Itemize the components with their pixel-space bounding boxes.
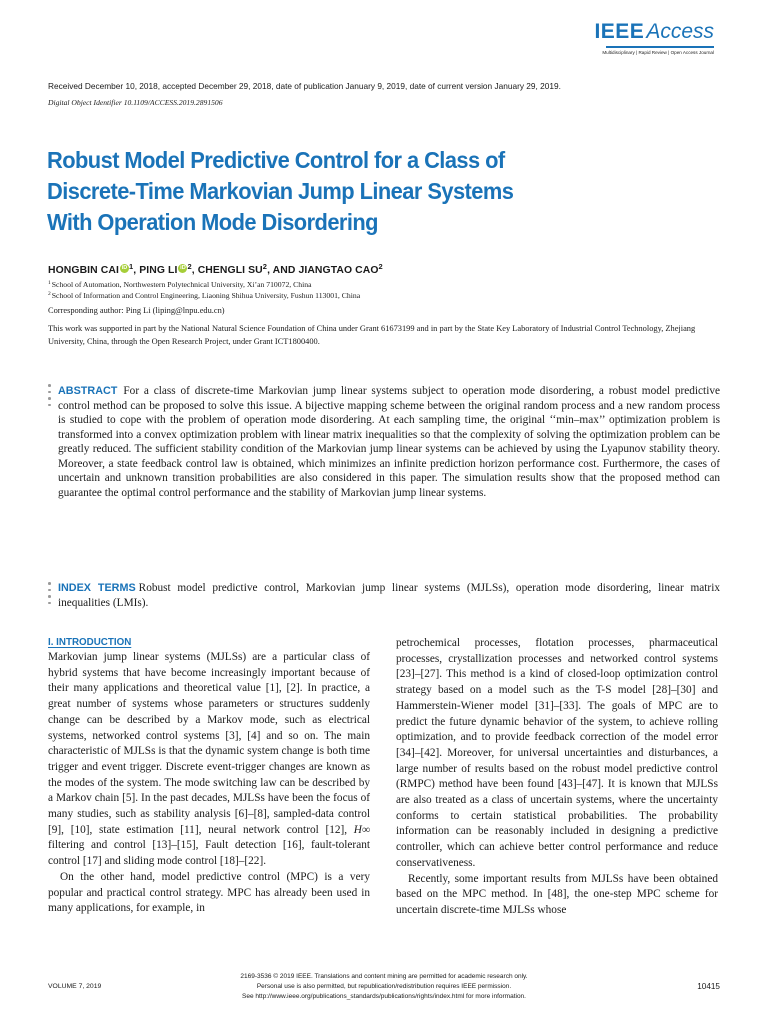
orcid-icon[interactable]: iD xyxy=(121,265,128,271)
affiliation-2 xyxy=(48,291,360,300)
logo-wordmark xyxy=(594,20,714,44)
abstract-text: For a class of discrete-time Markovian jump linear systems subject to operation mode disordering, a robust model predictive control method can be proposed to solve this issue. A bijective mapping scheme between the original random process and a new random process is studied to cope with the problem of operation mode disordering. At each sampling time, the original ‘‘min–max’’ optimization problem is transformed into a convex optimization problem with linear matrix inequalities so that the complexity of solving the optimization problem can be greatly reduced. The sufficient stability condition of the Markovian jump linear systems can be achieved by using the Lyapunov stability theory. Moreover, a state feedback control law is obtained, which minimizes an infinite prediction horizon performance cost. Furthermore, the cases of uncertain and unknown transition probabilities are also considered in this paper. The simulation results show that the proposed method can guarantee the optimal control performance and the stability of Markovian jump linear systems. xyxy=(58,385,720,499)
logo-ieee: IEEE xyxy=(594,20,645,43)
doi[interactable]: Digital Object Identifier 10.1109/ACCESS.2019.2891506 xyxy=(48,98,223,107)
author-cai-affiliation: 1 xyxy=(128,262,134,271)
author-li: , PING LI xyxy=(133,265,178,276)
intro-paragraph-3: petrochemical processes, flotation processes, pharmaceutical processes, crystallization processes and networked control systems [23]–[27]. This method is a kind of closed-loop optimization control strategy based on a model such as the T-S model [28]–[30] and Hammerstein-Wiener model [31]–[33]. The goals of MPC are to predict the future dynamic behavior of the system, to achieve rolling optimization, and to provide feedback correction of the model error [34]–[42]. Moreover, for universal uncertainties and disturbances, a large number of results based on the robust model predictive control (RMPC) method have been found [43]–[47]. It is known that MJLSs are also treated as a class of uncertain systems, where the uncertainty conforms to certain statistical probabilities. The probability information can be reasonably included in designing a predictive controller, which can achieve better control performance and reduce conservativeness. xyxy=(396,637,718,869)
intro-paragraph-4: Recently, some important results from MJLSs have been obtained based on the MPC method. In [48], the one-step MPC scheme for uncertain discrete-time MJLSs whose xyxy=(396,872,718,916)
title-line-2: Discrete-Time Markovian Jump Linear Systems xyxy=(47,178,514,204)
author-cao: , AND JIANGTAO CAO xyxy=(267,265,379,276)
corresponding-author: Corresponding author: Ping Li (liping@lnpu.edu.cn) xyxy=(48,306,225,315)
body-column-left xyxy=(48,636,370,917)
logo-access: Access xyxy=(646,20,714,43)
footer-copyright-line-2: Personal use is also permitted, but republication/redistribution requires IEEE permission. xyxy=(256,983,512,990)
footer-copyright-line-1: 2169-3536 © 2019 IEEE. Translations and content mining are permitted for academic research only. xyxy=(240,973,528,980)
affiliation-1-number: 1 xyxy=(48,280,51,286)
logo-rule xyxy=(606,46,714,48)
ieee-access-logo xyxy=(594,20,714,55)
abstract-dot-bar xyxy=(48,384,51,410)
affiliation-1 xyxy=(48,280,312,289)
intro-paragraph-1-a: Markovian jump linear systems (MJLSs) are a particular class of hybrid systems that have become increasingly important because of their many applications and theoretical value [1], [2]. In practice, a great number of systems whose parameters or structures suddenly change can be described by a Markov mode, such as electrical systems, networked control systems [3], [4] and so on. The main characteristic of MJLSs is that the dynamic system change is both time trigger and event trigger. Discrete event-trigger changes are known as the modes of the system. The mode switching law can be described by a Markov chain [5]. In the past decades, MJLSs have been the focus of many studies, such as stability analysis [6]–[8], sampled-data control [9], [10], state estimation [11], neural network control [12], xyxy=(48,651,370,836)
publication-dates: Received December 10, 2018, accepted December 29, 2018, date of publication January 9, 2019, date of current version January 29, 2019. xyxy=(48,81,561,91)
affiliation-2-text: School of Information and Control Engineering, Liaoning Shihua University, Fushun 113001, China xyxy=(51,291,361,300)
page-number: 10415 xyxy=(697,982,720,991)
intro-paragraph-1-b: filtering and control [13]–[15], Fault detection [16], fault-tolerant control [17] and sliding mode control [18]–[22]. xyxy=(48,839,370,868)
author-su: , CHENGLI SU xyxy=(191,265,263,276)
author-su-affiliation: 2 xyxy=(262,262,268,271)
h-infinity-symbol: H∞ xyxy=(353,823,370,836)
logo-tagline: Multidisciplinary | Rapid Review | Open Access Journal xyxy=(602,50,714,55)
intro-paragraph-1 xyxy=(48,650,370,870)
intro-paragraph-2: On the other hand, model predictive control (MPC) is a very popular and practical control strategy. MPC has already been used in many applications, for example, in xyxy=(48,870,370,915)
affiliation-1-text: School of Automation, Northwestern Polytechnical University, Xi’an 710072, China xyxy=(51,280,312,289)
body-column-right xyxy=(396,636,718,919)
index-terms-dot-bar xyxy=(48,582,51,608)
title-line-3: With Operation Mode Disordering xyxy=(47,209,378,235)
footer-volume: VOLUME 7, 2019 xyxy=(48,983,102,990)
index-terms-text: Robust model predictive control, Markovian jump linear systems (MJLSs), operation mode disordering, linear matrix inequalities (LMIs). xyxy=(58,582,720,609)
footer-copyright-line-3[interactable]: See http://www.ieee.org/publications_standards/publications/rights/index.html for more information. xyxy=(242,993,526,1000)
index-terms xyxy=(58,581,720,611)
section-heading-introduction: I. INTRODUCTION xyxy=(48,637,132,648)
abstract xyxy=(58,384,720,500)
author-cao-affiliation: 2 xyxy=(378,262,383,271)
funding-statement: This work was supported in part by the National Natural Science Foundation of China under Grant 61673199 and in part by the State Key Laboratory of Industrial Control Technology, Zhejiang University, China, through the Open Research Project, under Grant ICT1800400. xyxy=(48,324,696,346)
paper-title xyxy=(47,145,642,238)
author-list xyxy=(48,262,383,276)
orcid-icon[interactable]: iD xyxy=(180,265,186,271)
footer-copyright xyxy=(180,972,588,1002)
title-line-1: Robust Model Predictive Control for a Class of xyxy=(47,147,505,173)
author-li-affiliation: 2 xyxy=(187,262,192,271)
author-cai: HONGBIN CAI xyxy=(48,265,119,276)
affiliation-2-number: 2 xyxy=(48,291,51,297)
index-terms-label: INDEX TERMS xyxy=(58,582,136,594)
abstract-label: ABSTRACT xyxy=(58,385,118,397)
